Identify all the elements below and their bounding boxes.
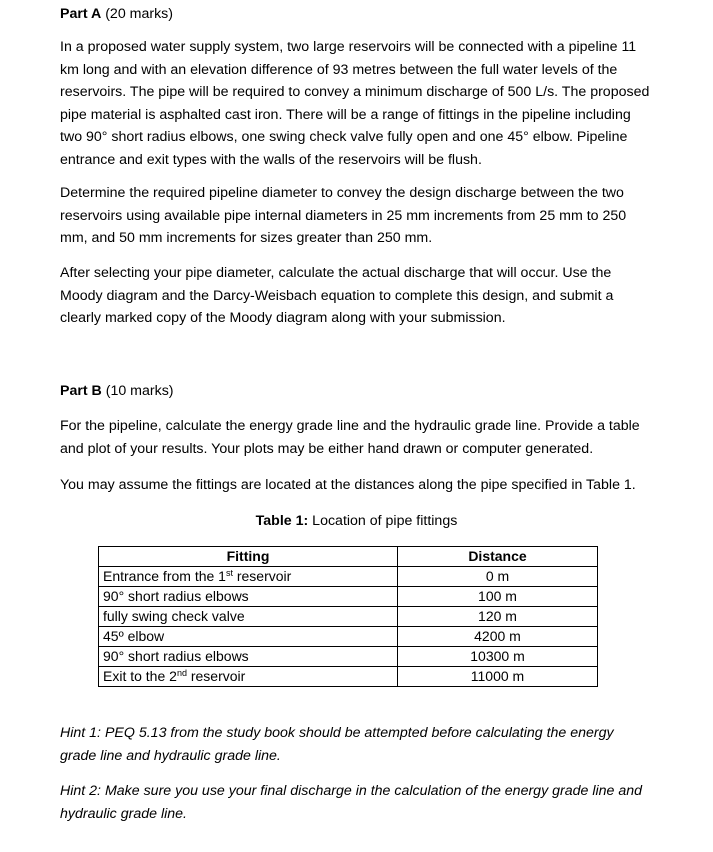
text-line: reservoirs using available pipe internal diameters in 25 mm increments from 25 mm to 250 bbox=[60, 207, 627, 224]
fitting-cell bbox=[99, 567, 398, 587]
fittings-table bbox=[98, 546, 598, 687]
ordinal-suffix: nd bbox=[176, 668, 187, 678]
hint-1 bbox=[60, 722, 670, 767]
part-a-heading bbox=[60, 3, 173, 26]
fitting-text: 90° short radius elbows bbox=[103, 588, 249, 604]
column-header-fitting: Fitting bbox=[99, 547, 398, 567]
fitting-text: 45º elbow bbox=[103, 628, 165, 644]
part-b-title: Part B bbox=[60, 383, 102, 399]
fitting-cell bbox=[99, 667, 398, 687]
distance-cell: 100 m bbox=[398, 587, 598, 607]
text-line: two 90° short radius elbows, one swing check valve fully open and one 45° elbow. Pipeline bbox=[60, 129, 628, 145]
text-line: After selecting your pipe diameter, calculate the actual discharge that will occur. Use the bbox=[60, 265, 612, 281]
hint-2 bbox=[60, 780, 670, 825]
table-header-row bbox=[99, 547, 598, 567]
fitting-text: reservoir bbox=[186, 668, 246, 684]
distance-cell: 0 m bbox=[398, 567, 598, 587]
part-b-marks: (10 marks) bbox=[101, 383, 174, 399]
table-row bbox=[99, 627, 598, 647]
text-line: In a proposed water supply system, two large reservoirs will be connected with a pipeline 11 bbox=[60, 39, 637, 55]
table-row bbox=[99, 667, 598, 687]
part-b-heading bbox=[60, 380, 174, 403]
table-caption-label: Table 1: bbox=[255, 513, 309, 529]
text-line: Hint 2: Make sure you use your final discharge in the calculation of the energy grade line and bbox=[60, 783, 643, 799]
part-a-paragraph-1 bbox=[60, 36, 663, 171]
table-row bbox=[99, 647, 598, 667]
text-line: hydraulic grade line. bbox=[60, 805, 187, 822]
fitting-text: Exit to the 2 bbox=[103, 668, 177, 684]
text-line: and plot of your results. Your plots may be either hand drawn or computer generated. bbox=[60, 440, 594, 457]
text-line: Hint 1: PEQ 5.13 from the study book should be attempted before calculating the energy bbox=[60, 725, 614, 741]
distance-cell: 4200 m bbox=[398, 627, 598, 647]
text-line: Determine the required pipeline diameter to convey the design discharge between the two bbox=[60, 185, 624, 201]
part-b-paragraph-2: You may assume the fittings are located at the distances along the pipe specified in Table 1. bbox=[60, 477, 636, 493]
table-row bbox=[99, 587, 598, 607]
fitting-cell bbox=[99, 587, 398, 607]
distance-cell: 120 m bbox=[398, 607, 598, 627]
text-line: pipe material is asphalted cast iron. There will be a range of fittings in the pipeline including bbox=[60, 106, 631, 123]
ordinal-suffix: st bbox=[225, 568, 233, 578]
fitting-cell bbox=[99, 647, 398, 667]
text-line: mm, and 50 mm increments for sizes greater than 250 mm. bbox=[60, 230, 433, 246]
column-header-distance: Distance bbox=[398, 547, 598, 567]
distance-cell: 10300 m bbox=[398, 647, 598, 667]
part-a-paragraph-2 bbox=[60, 182, 663, 250]
table-caption bbox=[0, 510, 713, 533]
fitting-cell bbox=[99, 627, 398, 647]
part-b-paragraph-1 bbox=[60, 415, 663, 460]
table-row bbox=[99, 607, 598, 627]
table-caption-text: Location of pipe fittings bbox=[308, 513, 458, 529]
fitting-text: reservoir bbox=[232, 568, 292, 584]
text-line: For the pipeline, calculate the energy grade line and the hydraulic grade line. Provide a table bbox=[60, 418, 640, 434]
text-line: Moody diagram and the Darcy-Weisbach equation to complete this design, and submit a bbox=[60, 287, 614, 304]
fitting-text: fully swing check valve bbox=[103, 608, 245, 624]
text-line: clearly marked copy of the Moody diagram along with your submission. bbox=[60, 310, 506, 326]
part-a-marks: (20 marks) bbox=[101, 6, 173, 22]
text-line: entrance and exit types with the walls of the reservoirs will be flush. bbox=[60, 151, 482, 168]
distance-cell: 11000 m bbox=[398, 667, 598, 687]
fitting-cell bbox=[99, 607, 398, 627]
table-row bbox=[99, 567, 598, 587]
text-line: km long and with an elevation difference of 93 metres between the full water levels of the bbox=[60, 61, 618, 78]
part-a-paragraph-3 bbox=[60, 262, 663, 330]
text-line: grade line and hydraulic grade line. bbox=[60, 747, 281, 764]
fitting-text: 90° short radius elbows bbox=[103, 648, 249, 664]
part-a-title: Part A bbox=[60, 6, 102, 22]
text-line: reservoirs. The pipe will be required to convey a minimum discharge of 500 L/s. The proposed bbox=[60, 84, 650, 100]
fitting-text: Entrance from the 1 bbox=[103, 568, 226, 584]
